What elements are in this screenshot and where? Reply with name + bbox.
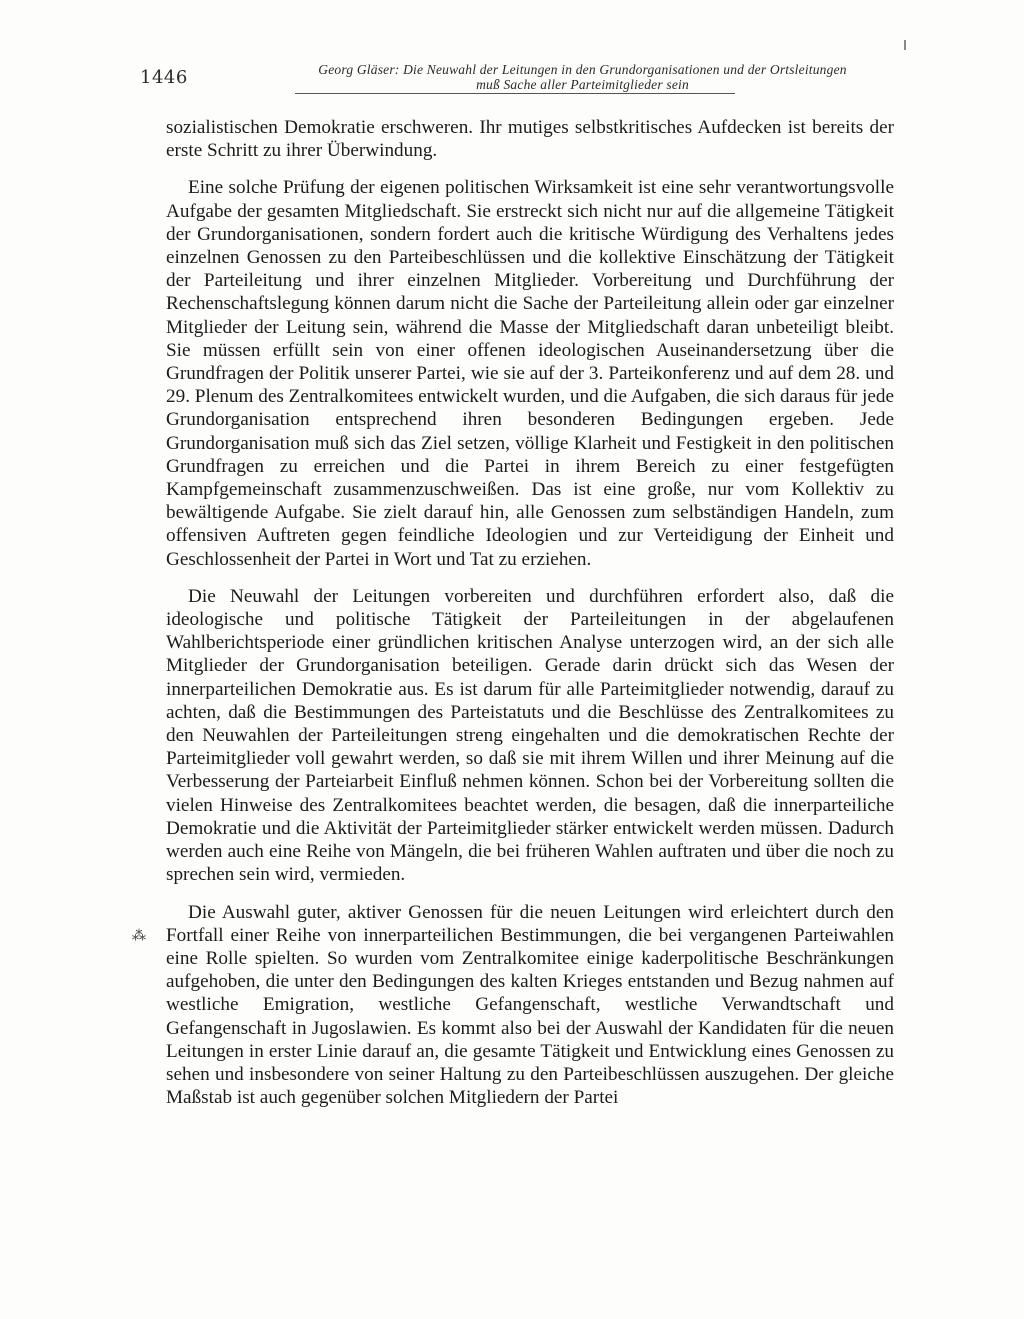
header-rule	[295, 93, 735, 94]
paragraph-1: sozialistischen Demokratie erschweren. Ihr mutiges selbstkritisches Aufdecken ist bereits der erste Schritt zu ihrer Überwindung.	[166, 117, 894, 162]
paragraph-2: Eine solche Prüfung der eigenen politischen Wirksamkeit ist eine sehr verantwortungsvolle Aufgabe der gesamten Mitgliedschaft. Sie erstreckt sich nicht nur auf die allgemeine Tätigkeit der Grundorganisationen, sondern fordert auch die kritische Würdigung des Verhaltens jedes einzelnen Genossen zu den Parteibeschlüssen und die kollektive Einschätzung der Tätigkeit der Parteileitung und ihrer einzelnen Mitglieder. Vorbereitung und Durchführung der Rechenschaftslegung können darum nicht die Sache der Parteileitung allein oder gar einzelner Mitglieder der Leitung sein, während die Masse der Mitgliedschaft daran unbeteiligt bleibt. Sie müssen erfüllt sein von einer offenen ideologischen Auseinandersetzung über die Grundfragen der Politik unserer Partei, wie sie auf der 3. Parteikonferenz und auf dem 28. und 29. Plenum des Zentralkomitees entwickelt wurden, und die Aufgaben, die sich daraus für jede Grundorganisation entsprechend ihren besonderen Bedingungen ergeben. Jede Grundorganisation muß sich das Ziel setzen, völlige Klarheit und Festigkeit in den politischen Grundfragen zu erreichen und die Partei in ihrem Bereich zu einer festgefügten Kampfgemeinschaft zusammenzuschweißen. Das ist eine große, nur vom Kollektiv zu bewältigende Aufgabe. Sie zielt darauf hin, alle Genossen zum selbständigen Handeln, zum offensiven Auftreten gegen feindliche Ideologien und zur Verteidigung der Einheit und Geschlossenheit der Partei in Wort und Tat zu erziehen.	[166, 177, 894, 570]
scan-mark	[904, 40, 906, 50]
running-head	[140, 62, 895, 96]
header-title	[270, 62, 895, 92]
body-text	[166, 116, 894, 1123]
paragraph-4: Die Auswahl guter, aktiver Genossen für die neuen Leitungen wird erleichtert durch den Fortfall einer Reihe von innerparteilichen Bestimmungen, die bei vergangenen Parteiwahlen eine Rolle spielten. So wurden vom Zentralkomitee einige kaderpolitische Beschränkungen aufgehoben, die unter den Bedingungen des kalten Krieges entstanden und Bezug nahmen auf westliche Emigration, westliche Gefangenschaft, westliche Verwandtschaft und Gefangenschaft in Jugoslawien. Es kommt also bei der Auswahl der Kandidaten für die neuen Leitungen in erster Linie darauf an, die gesamte Tätigkeit und Entwicklung eines Genossen zu sehen und insbesondere von seiner Haltung zu den Parteibeschlüssen auszugehen. Der gleiche Maßstab ist auch gegenüber solchen Mitgliedern der Partei	[166, 901, 894, 1109]
paragraph-3: Die Neuwahl der Leitungen vorbereiten und durchführen erfordert also, daß die ideologische und politische Tätigkeit der Parteileitungen in der abgelaufenen Wahlberichtsperiode einer gründlichen kritischen Analyse unterzogen wird, an der sich alle Mitglieder der Grundorganisation beteiligen. Gerade darin drückt sich das Wesen der innerparteilichen Demokratie aus. Es ist darum für alle Parteimitglieder notwendig, darauf zu achten, daß die Bestimmungen des Parteistatuts und die Beschlüsse des Zentralkomitees zu den Neuwahlen der Parteileitungen streng eingehalten und die demokratischen Rechte der Parteimitglieder voll gewahrt werden, so daß sie mit ihrem Willen und ihrer Meinung auf die Verbesserung der Parteiarbeit Einfluß nehmen können. Schon bei der Vorbereitung sollten die vielen Hinweise des Zentralkomitees beachtet werden, die besagen, daß die innerparteiliche Demokratie und die Aktivität der Parteimitglieder stärker entwickelt werden müssen. Dadurch werden auch eine Reihe von Mängeln, die bei früheren Wahlen auftraten und über die noch zu sprechen sein wird, vermieden.	[166, 585, 894, 886]
margin-mark: ⁂	[132, 928, 146, 944]
header-title-line-1: Georg Gläser: Die Neuwahl der Leitungen in den Grundorganisationen und der Ortsleitungen	[318, 62, 847, 77]
header-title-line-2: muß Sache aller Parteimitglieder sein	[476, 77, 689, 92]
page-number: 1446	[140, 67, 188, 88]
